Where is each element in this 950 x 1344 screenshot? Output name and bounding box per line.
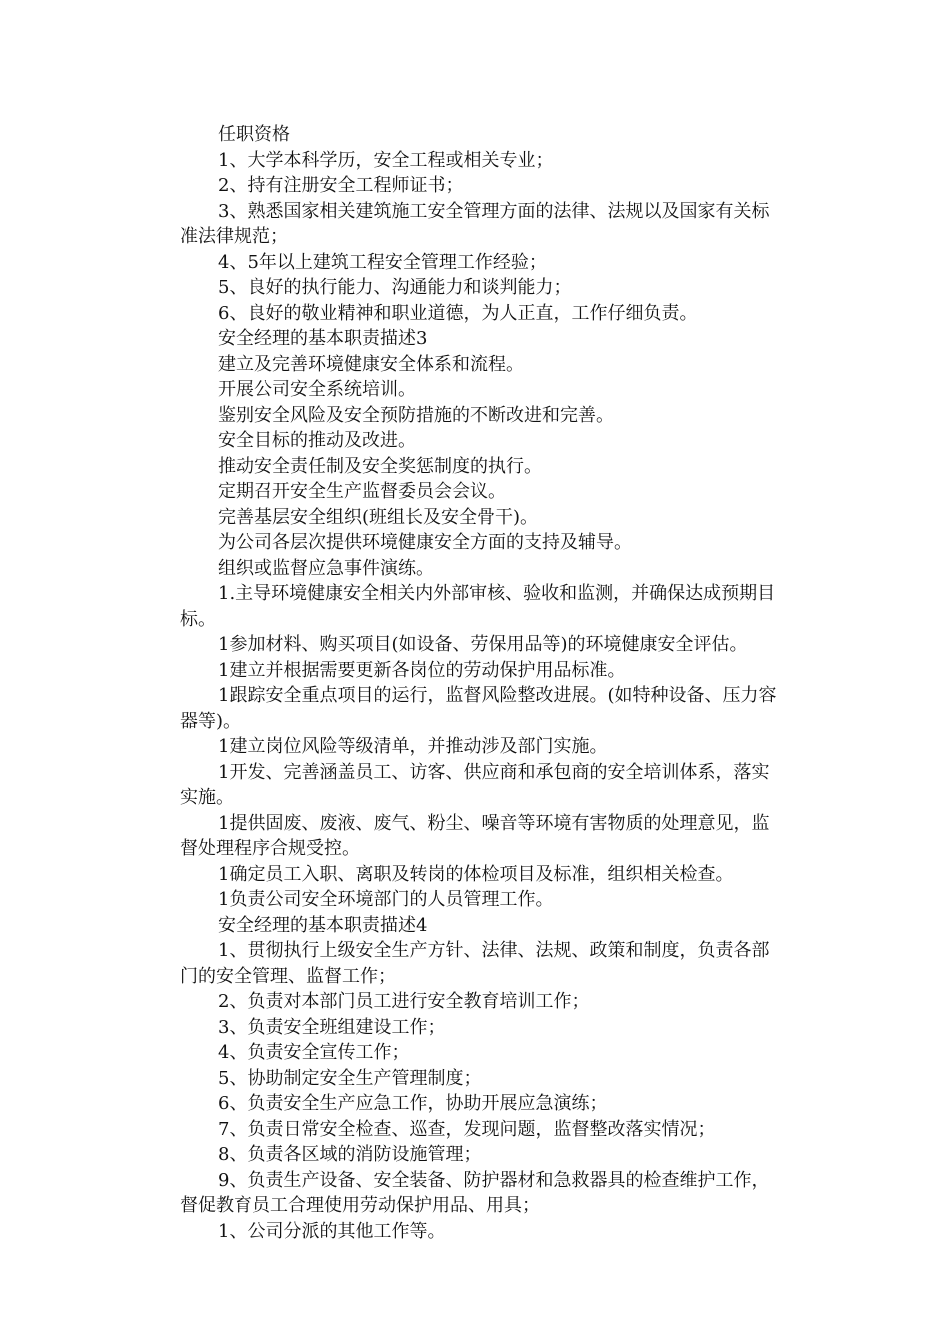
list-item: 2、负责对本部门员工进行安全教育培训工作； bbox=[218, 991, 590, 1012]
list-item: 8、负责各区域的消防设施管理； bbox=[218, 1144, 482, 1165]
list-item: 3、负责安全班组建设工作； bbox=[218, 1016, 446, 1038]
list-item: 2、持有注册安全工程师证书； bbox=[218, 175, 464, 196]
list-item: 9、负责生产设备、安全装备、防护器材和急救器具的检查维护工作，督促教育员工合理使用劳动保护用品、用具； bbox=[180, 1169, 770, 1216]
list-item: 1、贯彻执行上级安全生产方针、法律、法规、政策和制度，负责各部门的安全管理、监督工作； bbox=[180, 940, 770, 987]
section-heading: 任职资格 bbox=[218, 124, 290, 145]
section-heading: 安全经理的基本职责描述3 bbox=[218, 328, 428, 349]
list-item: 5、协助制定安全生产管理制度； bbox=[218, 1067, 482, 1089]
list-item: 组织或监督应急事件演练。 bbox=[218, 557, 434, 579]
list-item: 1开发、完善涵盖员工、访客、供应商和承包商的安全培训体系，落实实施。 bbox=[180, 761, 770, 808]
list-item: 4、负责安全宣传工作； bbox=[218, 1042, 410, 1063]
list-item: 鉴别安全风险及安全预防措施的不断改进和完善。 bbox=[218, 404, 614, 426]
list-item: 安全目标的推动及改进。 bbox=[218, 430, 416, 451]
list-item: 推动安全责任制及安全奖惩制度的执行。 bbox=[218, 455, 542, 477]
list-item: 1.主导环境健康安全相关内外部审核、验收和监测，并确保达成预期目标。 bbox=[180, 583, 776, 630]
list-item: 建立及完善环境健康安全体系和流程。 bbox=[218, 353, 524, 375]
list-item: 完善基层安全组织(班组长及安全骨干)。 bbox=[218, 506, 539, 528]
list-item: 开展公司安全系统培训。 bbox=[218, 379, 416, 400]
list-item: 1建立岗位风险等级清单，并推动涉及部门实施。 bbox=[218, 736, 608, 757]
list-item: 1确定员工入职、离职及转岗的体检项目及标准，组织相关检查。 bbox=[218, 863, 734, 885]
list-item: 为公司各层次提供环境健康安全方面的支持及辅导。 bbox=[218, 532, 632, 553]
list-item: 1提供固废、废液、废气、粉尘、噪音等环境有害物质的处理意见，监督处理程序合规受控。 bbox=[180, 812, 770, 859]
list-item: 1跟踪安全重点项目的运行，监督风险整改进展。(如特种设备、压力容器等)。 bbox=[180, 685, 777, 732]
list-item: 6、良好的敬业精神和职业道德，为人正直，工作仔细负责。 bbox=[218, 302, 698, 324]
list-item: 1负责公司安全环境部门的人员管理工作。 bbox=[218, 889, 554, 910]
list-item: 定期召开安全生产监督委员会会议。 bbox=[218, 481, 506, 502]
list-item: 1参加材料、购买项目(如设备、劳保用品等)的环境健康安全评估。 bbox=[218, 634, 748, 655]
list-item: 1建立并根据需要更新各岗位的劳动保护用品标准。 bbox=[218, 659, 626, 681]
section-heading: 安全经理的基本职责描述4 bbox=[218, 914, 428, 936]
list-item: 5、良好的执行能力、沟通能力和谈判能力； bbox=[218, 277, 572, 298]
list-item: 3、熟悉国家相关建筑施工安全管理方面的法律、法规以及国家有关标准法律规范； bbox=[180, 200, 770, 247]
document-body bbox=[180, 122, 780, 1244]
list-item: 7、负责日常安全检查、巡查，发现问题，监督整改落实情况； bbox=[218, 1118, 716, 1140]
list-item: 1、大学本科学历，安全工程或相关专业； bbox=[218, 149, 554, 171]
list-item: 4、5年以上建筑工程安全管理工作经验； bbox=[218, 251, 547, 273]
list-item: 6、负责安全生产应急工作，协助开展应急演练； bbox=[218, 1093, 608, 1114]
list-item: 1、公司分派的其他工作等。 bbox=[218, 1220, 446, 1242]
